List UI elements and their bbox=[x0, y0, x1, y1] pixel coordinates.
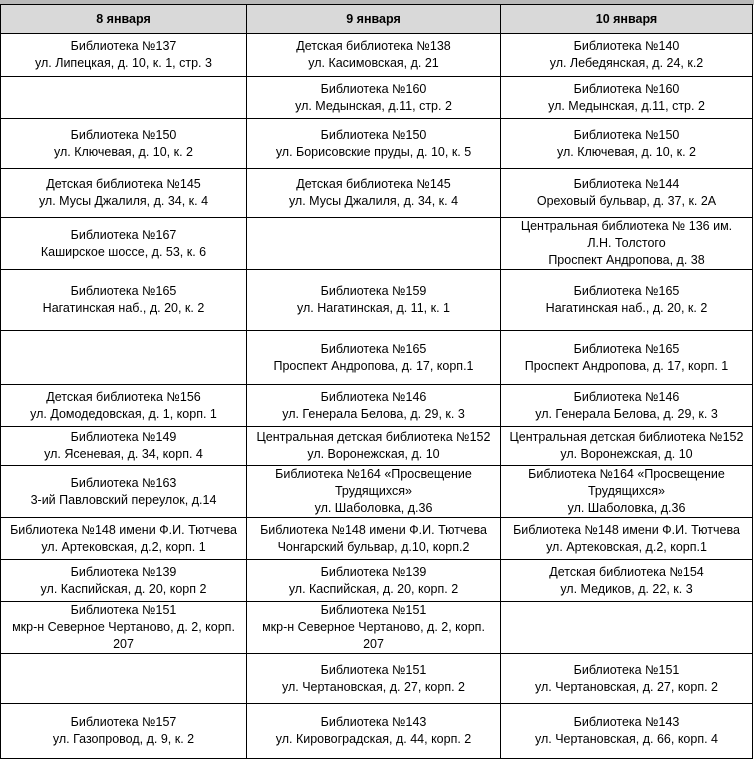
table-row bbox=[1, 34, 753, 77]
cell-text: Библиотека №151 ул. Чертановская, д. 27, корп. 2 bbox=[282, 662, 465, 694]
table-row bbox=[1, 602, 753, 654]
table-row bbox=[1, 270, 753, 331]
cell-text: Библиотека №150 ул. Ключевая, д. 10, к. 2 bbox=[557, 127, 696, 159]
header-date-1: 8 января bbox=[1, 5, 247, 34]
table-cell bbox=[1, 169, 247, 218]
header-date-3: 10 января bbox=[501, 5, 753, 34]
cell-text: Центральная детская библиотека №152 ул. Воронежская, д. 10 bbox=[256, 430, 491, 461]
cell-text: Детская библиотека №145 ул. Мусы Джалиля, д. 34, к. 4 bbox=[288, 177, 459, 208]
table-row bbox=[1, 169, 753, 218]
cell-text: Библиотека №165 Нагатинская наб., д. 20, к. 2 bbox=[42, 284, 205, 315]
table-cell bbox=[1, 34, 247, 77]
table-cell bbox=[247, 602, 501, 654]
cell-text: Библиотека №164 «Просвещение Трудящихся» ул. Шаболовка, д.36 bbox=[275, 467, 472, 515]
cell-text: Библиотека №146 ул. Генерала Белова, д. 29, к. 3 bbox=[282, 389, 465, 421]
table-cell bbox=[501, 77, 753, 119]
table-cell bbox=[501, 385, 753, 427]
cell-text: Библиотека №148 имени Ф.И. Тютчева Чонгарский бульвар, д.10, корп.2 bbox=[260, 522, 487, 554]
table-cell bbox=[1, 270, 247, 331]
table-cell bbox=[247, 704, 501, 759]
table-row bbox=[1, 331, 753, 385]
table-cell bbox=[501, 218, 753, 270]
cell-text: Библиотека №164 «Просвещение Трудящихся» ул. Шаболовка, д.36 bbox=[528, 467, 725, 515]
table-cell bbox=[501, 704, 753, 759]
table-row bbox=[1, 704, 753, 759]
table-cell bbox=[247, 466, 501, 518]
cell-text: Библиотека №143 ул. Кировоградская, д. 44, корп. 2 bbox=[275, 715, 472, 746]
table-row bbox=[1, 518, 753, 560]
cell-text: Библиотека №139 ул. Каспийская, д. 20, корп. 2 bbox=[288, 564, 459, 596]
cell-text: Библиотека №151 мкр-н Северное Чертаново, д. 2, корп. 207 bbox=[12, 603, 235, 651]
table-cell bbox=[247, 560, 501, 602]
table-cell bbox=[247, 385, 501, 427]
table-cell bbox=[247, 270, 501, 331]
cell-text: Библиотека №137 ул. Липецкая, д. 10, к. 1, стр. 3 bbox=[35, 39, 212, 70]
table-cell bbox=[1, 77, 247, 119]
table-cell bbox=[247, 119, 501, 169]
header-row bbox=[1, 5, 753, 34]
table-cell bbox=[1, 654, 247, 704]
cell-text: Центральная детская библиотека №152 ул. Воронежская, д. 10 bbox=[509, 430, 744, 461]
table-cell bbox=[247, 218, 501, 270]
table-row bbox=[1, 385, 753, 427]
table-cell bbox=[501, 427, 753, 466]
table-cell bbox=[247, 518, 501, 560]
cell-text: Центральная библиотека № 136 им. Л.Н. Толстого Проспект Андропова, д. 38 bbox=[520, 219, 733, 267]
cell-text: Библиотека №165 Проспект Андропова, д. 17, корп.1 bbox=[273, 341, 474, 373]
table-cell bbox=[501, 602, 753, 654]
table-row bbox=[1, 466, 753, 518]
table-cell bbox=[1, 560, 247, 602]
table-cell bbox=[247, 77, 501, 119]
schedule-body bbox=[1, 34, 753, 759]
table-cell bbox=[501, 654, 753, 704]
table-row bbox=[1, 427, 753, 466]
cell-text: Библиотека №167 Каширское шоссе, д. 53, к. 6 bbox=[40, 227, 207, 259]
cell-text: Библиотека №165 Проспект Андропова, д. 17, корп. 1 bbox=[524, 341, 729, 373]
table-cell bbox=[501, 34, 753, 77]
table-cell bbox=[1, 119, 247, 169]
table-cell bbox=[247, 169, 501, 218]
cell-text: Библиотека №151 мкр-н Северное Чертаново, д. 2, корп. 207 bbox=[262, 603, 485, 651]
cell-text: Детская библиотека №145 ул. Мусы Джалиля, д. 34, к. 4 bbox=[38, 177, 209, 208]
schedule-table bbox=[0, 4, 753, 759]
cell-text: Детская библиотека №138 ул. Касимовская, д. 21 bbox=[296, 39, 451, 70]
cell-text: Библиотека №146 ул. Генерала Белова, д. 29, к. 3 bbox=[535, 389, 718, 421]
cell-text: Библиотека №150 ул. Борисовские пруды, д. 10, к. 5 bbox=[275, 127, 472, 159]
cell-text: Библиотека №140 ул. Лебедянская, д. 24, к.2 bbox=[549, 39, 704, 70]
table-cell bbox=[1, 385, 247, 427]
cell-text: Библиотека №148 имени Ф.И. Тютчева ул. Артековская, д.2, корп. 1 bbox=[10, 522, 237, 554]
cell-text: Библиотека №159 ул. Нагатинская, д. 11, к. 1 bbox=[297, 284, 450, 315]
cell-text: Библиотека №150 ул. Ключевая, д. 10, к. 2 bbox=[54, 127, 193, 159]
table-cell bbox=[1, 466, 247, 518]
cell-text: Библиотека №151 ул. Чертановская, д. 27, корп. 2 bbox=[535, 662, 718, 694]
cell-text: Библиотека №144 Ореховый бульвар, д. 37, к. 2А bbox=[536, 177, 717, 208]
table-cell bbox=[247, 331, 501, 385]
cell-text: Библиотека №143 ул. Чертановская, д. 66, корп. 4 bbox=[535, 715, 718, 746]
table-cell bbox=[247, 654, 501, 704]
header-date-2: 9 января bbox=[247, 5, 501, 34]
cell-text: Библиотека №160 ул. Медынская, д.11, стр. 2 bbox=[295, 81, 452, 113]
cell-text: Библиотека №148 имени Ф.И. Тютчева ул. Артековская, д.2, корп.1 bbox=[513, 522, 740, 554]
cell-text: Библиотека №163 3-ий Павловский переулок, д.14 bbox=[30, 475, 217, 507]
table-cell bbox=[1, 704, 247, 759]
table-cell bbox=[1, 602, 247, 654]
table-cell bbox=[501, 270, 753, 331]
table-row bbox=[1, 654, 753, 704]
table-cell bbox=[1, 518, 247, 560]
cell-text: Библиотека №157 ул. Газопровод, д. 9, к. 2 bbox=[52, 715, 195, 746]
table-row bbox=[1, 218, 753, 270]
cell-text: Библиотека №139 ул. Каспийская, д. 20, корп 2 bbox=[40, 564, 207, 596]
cell-text: Детская библиотека №154 ул. Медиков, д. 22, к. 3 bbox=[549, 564, 704, 596]
table-cell bbox=[247, 427, 501, 466]
table-cell bbox=[1, 331, 247, 385]
cell-text: Библиотека №165 Нагатинская наб., д. 20, к. 2 bbox=[545, 284, 708, 315]
table-cell bbox=[501, 466, 753, 518]
table-cell bbox=[501, 331, 753, 385]
table-cell bbox=[501, 518, 753, 560]
cell-text: Детская библиотека №156 ул. Домодедовская, д. 1, корп. 1 bbox=[30, 389, 217, 421]
cell-text: Библиотека №160 ул. Медынская, д.11, стр. 2 bbox=[548, 81, 705, 113]
table-cell bbox=[501, 119, 753, 169]
table-row bbox=[1, 560, 753, 602]
table-cell bbox=[247, 34, 501, 77]
table-row bbox=[1, 77, 753, 119]
table-cell bbox=[501, 560, 753, 602]
table-cell bbox=[1, 427, 247, 466]
table-cell bbox=[1, 218, 247, 270]
cell-text: Библиотека №149 ул. Ясеневая, д. 34, корп. 4 bbox=[44, 430, 203, 461]
table-row bbox=[1, 119, 753, 169]
table-cell bbox=[501, 169, 753, 218]
